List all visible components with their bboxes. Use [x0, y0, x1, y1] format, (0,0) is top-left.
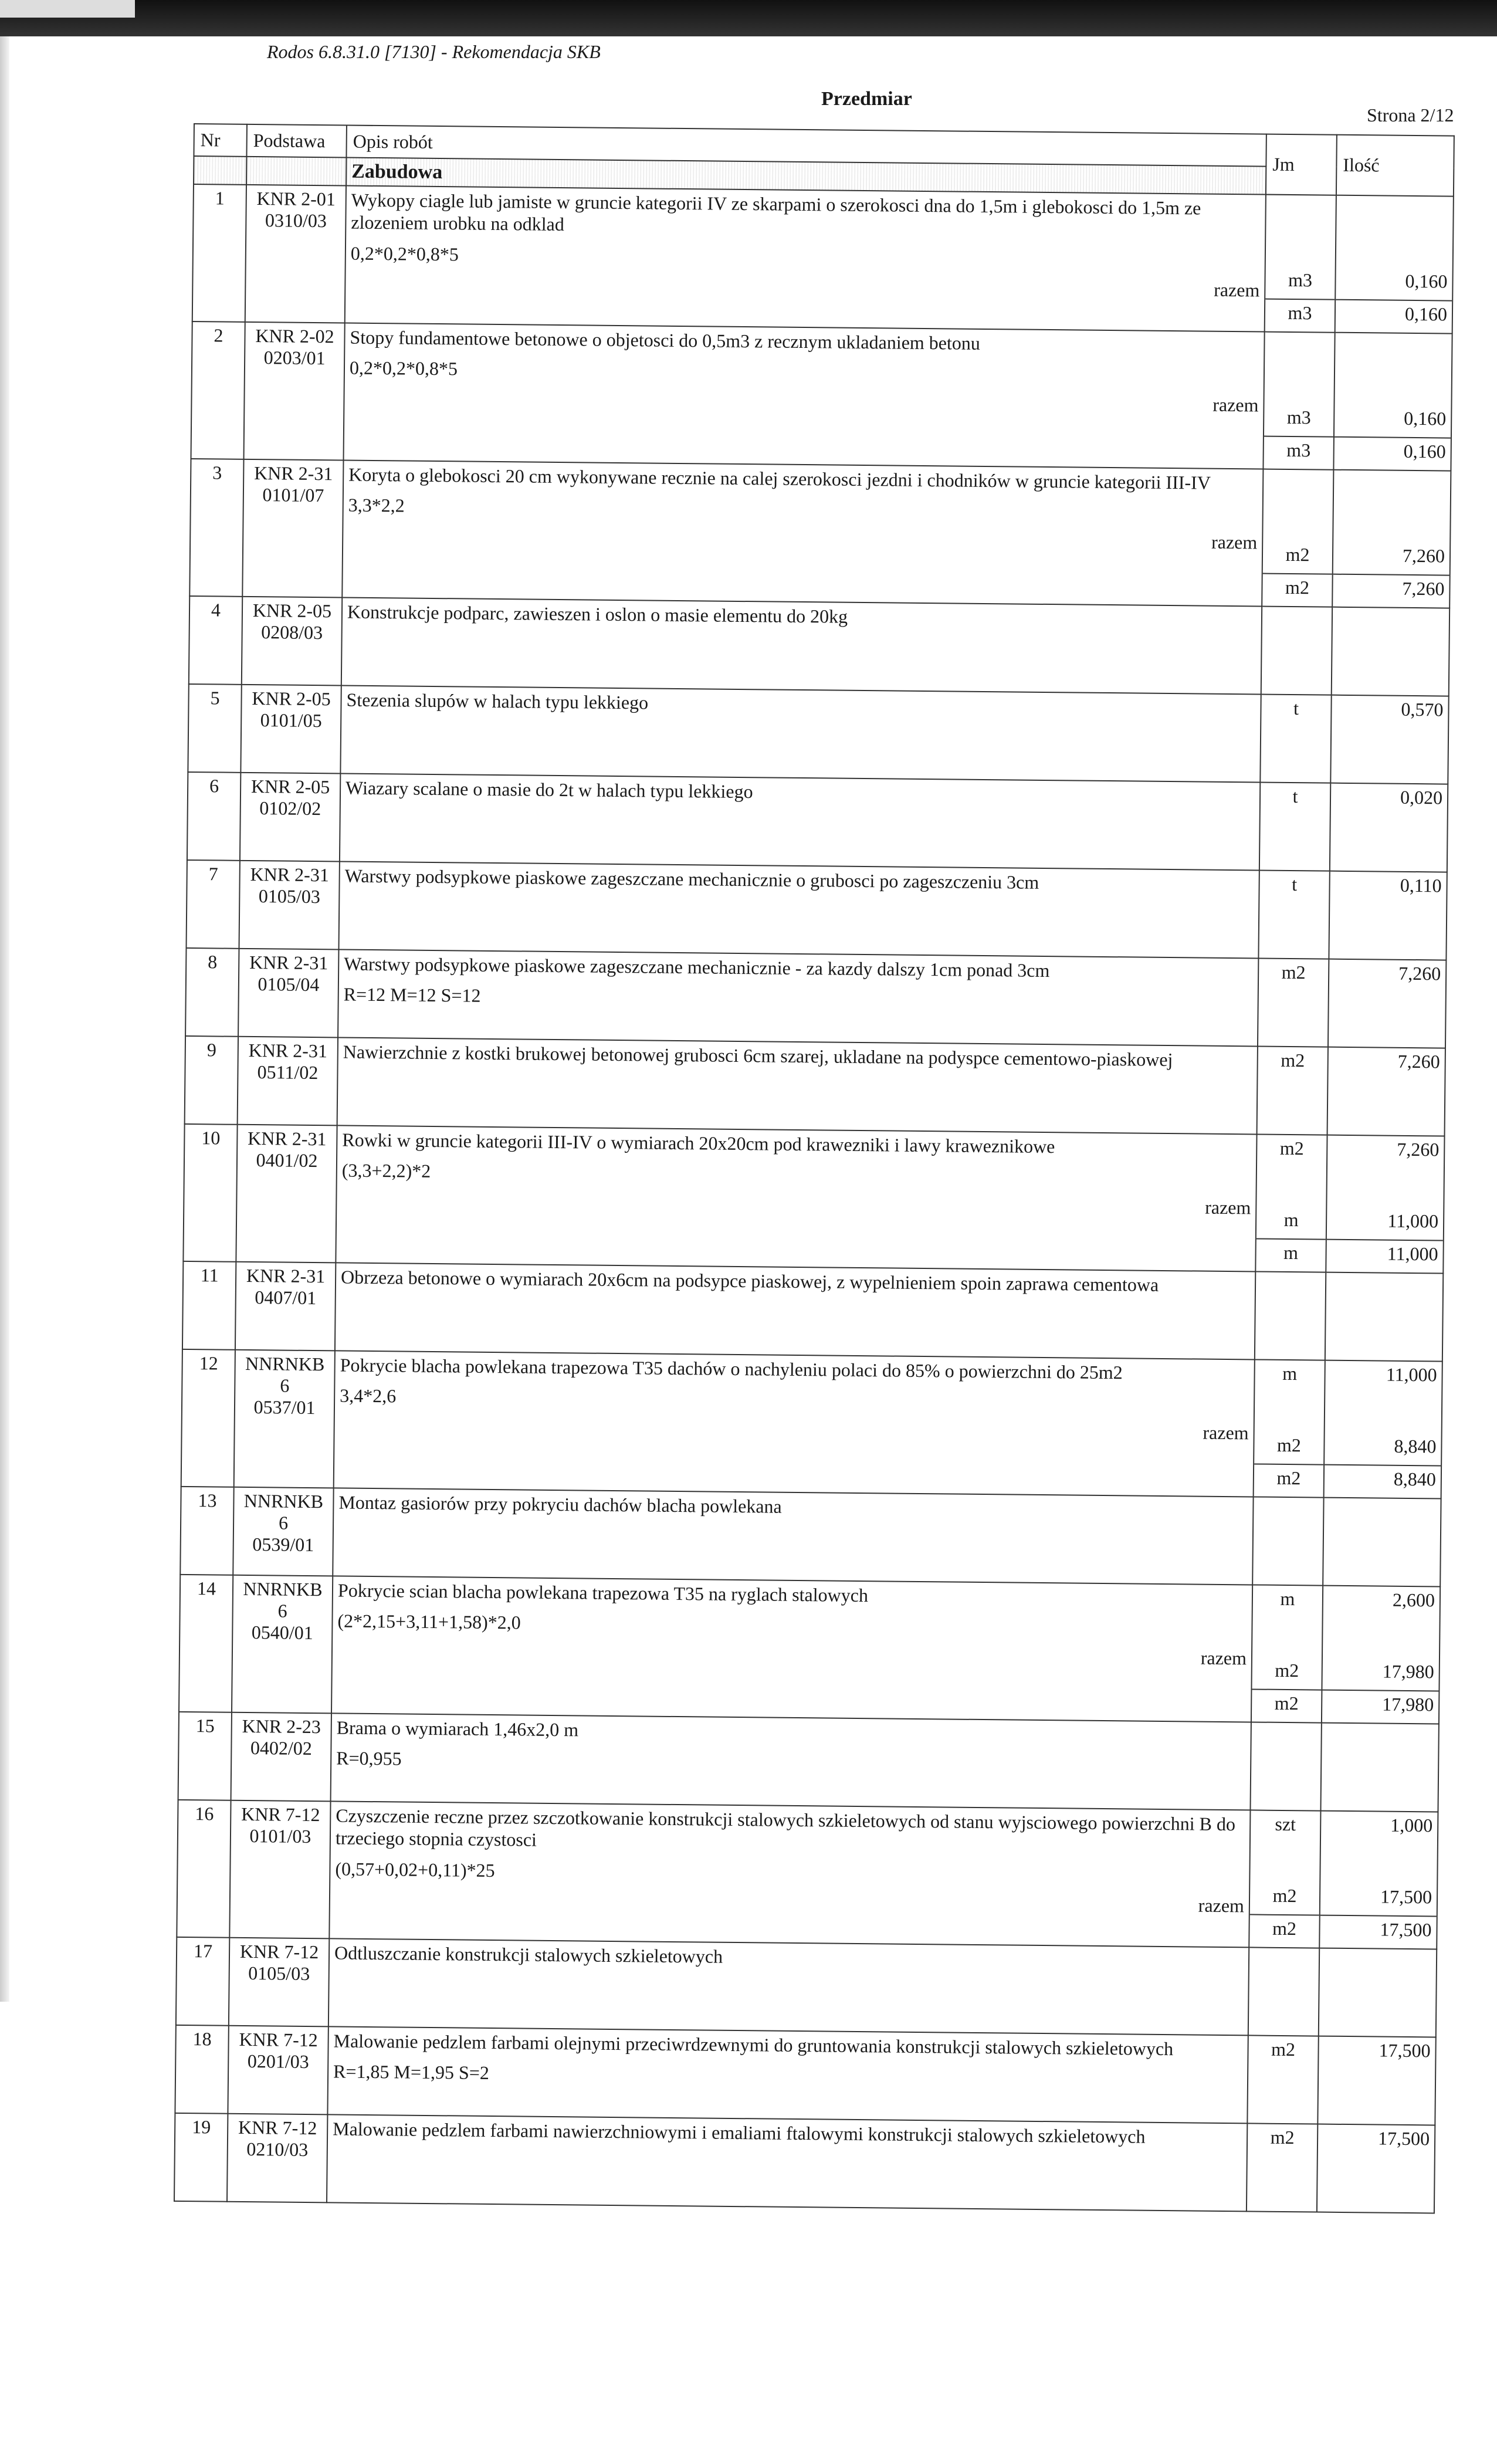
unit-top: m2 [1281, 1049, 1305, 1071]
basis-code: 0105/03 [248, 1962, 310, 1984]
item-unit [1265, 195, 1336, 333]
basis-code: 0511/02 [257, 1061, 319, 1083]
basis-code: KNR 2-02 [255, 325, 334, 347]
item-basis [229, 1800, 330, 1939]
item-basis [241, 685, 341, 774]
unit-razem: m3 [1264, 436, 1333, 469]
basis-code: KNR 7-12 [238, 2116, 317, 2139]
quantity-top: 17,500 [1377, 2127, 1430, 2150]
section-title: Zabudowa [346, 158, 1266, 195]
description-text: Rowki w gruncie kategorii III-IV o wymiarach 20x20cm pod krawezniki i lawy kraweznikowe [342, 1129, 1055, 1157]
quantity-formula: 3,3*2,2 [348, 494, 405, 516]
quantity-formula: 0,2*0,2*0,8*5 [350, 242, 459, 265]
spacer [1255, 1392, 1325, 1432]
item-number: 11 [182, 1261, 236, 1350]
spacer [1254, 1497, 1323, 1529]
spacer [1266, 195, 1336, 228]
scan-top-edge [0, 0, 1497, 36]
spacer [1256, 1272, 1326, 1304]
basis-code: KNR 2-05 [250, 775, 330, 798]
table-row [176, 1937, 1437, 2037]
item-number: 9 [185, 1036, 238, 1125]
description-text: Montaz gasiorów przy pokryciu dachów blacha powlekana [338, 1491, 782, 1517]
spacer [1327, 1167, 1444, 1209]
item-quantity [1318, 2036, 1435, 2125]
quantity-formula: (2*2,15+3,11+1,58)*2,0 [337, 1610, 521, 1633]
table-row [191, 321, 1452, 471]
scan-left-edge [0, 36, 9, 2002]
item-number: 12 [181, 1349, 235, 1487]
item-quantity [1325, 1272, 1443, 1362]
item-quantity [1324, 1360, 1442, 1499]
basis-code: 0407/01 [255, 1286, 317, 1308]
spacer [1336, 196, 1453, 229]
description-text: Warstwy podsypkowe piaskowe zageszczane mechanicznie o grubosci po zageszczeniu 3cm [344, 865, 1039, 893]
item-number: 3 [189, 459, 243, 597]
item-quantity [1320, 1723, 1438, 1812]
item-description [345, 186, 1266, 332]
table-row [187, 772, 1448, 872]
description-text: Stezenia slupów w halach typu lekkiego [346, 689, 649, 713]
spacer [1322, 1724, 1438, 1756]
item-description [338, 949, 1258, 1046]
item-quantity [1335, 195, 1454, 334]
quantity-top: 0,020 [1400, 786, 1443, 808]
table-row [185, 1036, 1445, 1136]
item-number: 4 [189, 596, 242, 685]
item-basis [229, 1938, 329, 2027]
item-unit [1251, 1585, 1323, 1722]
spacer [1263, 502, 1333, 542]
unit-top: t [1292, 786, 1298, 807]
unit-top: m [1280, 1588, 1295, 1610]
basis-code: 0101/07 [262, 483, 324, 506]
unit-bottom: m2 [1275, 1659, 1299, 1681]
quantity-bottom: 0,160 [1405, 270, 1448, 292]
description-text: Malowanie pedzlem farbami nawierzchniowymi i emaliami ftalowymi konstrukcji stalowych szkieletowych [333, 2118, 1146, 2147]
spacer [1335, 333, 1452, 366]
item-quantity [1332, 470, 1451, 608]
description-text: Wiazary scalane o masie do 2t w halach typu lekkiego [345, 777, 753, 803]
item-quantity [1327, 1047, 1445, 1136]
spacer [1323, 1618, 1440, 1659]
item-description [327, 2026, 1248, 2123]
table-row [180, 1487, 1441, 1587]
description-text: Koryta o glebokosci 20 cm wykonywane recznie na calej szerokosci jezdni i chodników w gruncie kategorii III-IV [348, 463, 1211, 493]
quantity-top: 1,000 [1390, 1814, 1433, 1836]
description-text: Malowanie pedzlem farbami olejnymi przeciwrdzewnymi do gruntowania konstrukcji stalowych szkieletowych [333, 2030, 1174, 2060]
quantity-bottom: 0,160 [1404, 407, 1447, 429]
item-quantity [1333, 333, 1452, 471]
unit-razem: m2 [1249, 1914, 1319, 1947]
item-number: 15 [178, 1712, 232, 1800]
item-quantity [1329, 871, 1447, 960]
program-header: Rodos 6.8.31.0 [7130] - Rekomendacja SKB [267, 41, 601, 62]
quantity-formula: (3,3+2,2)*2 [341, 1159, 431, 1182]
unit-bottom: m3 [1286, 406, 1311, 428]
item-basis [233, 1487, 333, 1576]
quantity-razem: 0,160 [1336, 299, 1452, 333]
basis-code: 0201/03 [247, 2050, 309, 2072]
quantity-razem: 8,840 [1325, 1464, 1441, 1498]
item-basis [235, 1262, 336, 1351]
item-basis [231, 1712, 331, 1802]
item-quantity [1326, 1135, 1444, 1274]
spacer [1250, 1842, 1320, 1883]
spacer [1324, 1498, 1441, 1531]
table-row [185, 948, 1446, 1048]
razem-label: razem [1200, 1647, 1247, 1669]
spacer [1333, 608, 1449, 641]
item-description [328, 1938, 1249, 2035]
item-unit [1258, 958, 1329, 1047]
table-row [189, 596, 1449, 696]
item-description [338, 861, 1259, 958]
unit-top: m2 [1281, 961, 1306, 983]
razem-label: razem [1198, 1894, 1245, 1917]
quantity-top: 7,260 [1397, 1138, 1440, 1160]
quantity-top: 7,260 [1397, 1050, 1440, 1072]
quantity-top: 17,500 [1379, 2039, 1431, 2062]
quantity-razem: 0,160 [1334, 436, 1451, 471]
spacer [1256, 1166, 1326, 1207]
item-unit [1260, 695, 1331, 783]
item-unit [1257, 1046, 1328, 1135]
table-row [175, 2025, 1435, 2125]
item-basis [227, 2114, 327, 2203]
item-number: 7 [187, 860, 240, 949]
basis-code: 0203/01 [263, 346, 326, 368]
item-basis [234, 1350, 335, 1488]
item-number: 1 [192, 184, 246, 322]
item-unit [1263, 332, 1335, 470]
razem-label: razem [1203, 1421, 1249, 1444]
description-text: Pokrycie blacha powlekana trapezowa T35 dachów o nachyleniu polaci do 85% o powierzchni do 25m2 [340, 1354, 1123, 1383]
unit-bottom: m [1283, 1209, 1299, 1231]
basis-code: KNR 2-23 [242, 1715, 321, 1738]
spacer [1262, 607, 1332, 639]
item-description [343, 323, 1264, 469]
unit-top: t [1293, 698, 1299, 719]
spacer [1336, 228, 1453, 269]
item-quantity [1332, 607, 1449, 696]
item-unit [1258, 870, 1329, 959]
table-row [179, 1575, 1440, 1724]
description-text: Pokrycie scian blacha powlekana trapezowa T35 na ryglach stalowych [337, 1579, 869, 1606]
item-description [333, 1488, 1253, 1585]
basis-code: KNR 2-05 [252, 600, 332, 622]
quantity-formula: 0,2*0,2*0,8*5 [349, 357, 458, 380]
item-basis [238, 949, 338, 1038]
description-text: Stopy fundamentowe betonowe o objetosci do 0,5m3 z recznym ukladaniem betonu [350, 326, 981, 354]
quantity-formula: R=1,85 M=1,95 S=2 [333, 2060, 490, 2084]
item-number: 16 [177, 1800, 231, 1938]
basis-code: NNRNKB 6 [245, 1352, 325, 1396]
item-unit [1247, 2123, 1318, 2212]
item-description [340, 685, 1261, 782]
page-number: Strona 2/12 [1367, 104, 1454, 126]
quantity-formula: (0,57+0,02+0,11)*25 [335, 1858, 495, 1881]
item-description [327, 2114, 1247, 2211]
table-row [182, 1261, 1443, 1362]
spacer [1264, 364, 1334, 405]
unit-top: m2 [1271, 2038, 1296, 2060]
item-number: 14 [179, 1575, 233, 1712]
basis-code: 0537/01 [253, 1396, 316, 1418]
item-description [335, 1263, 1255, 1359]
item-quantity [1319, 1948, 1437, 2037]
item-basis [240, 773, 340, 862]
item-description [342, 460, 1263, 606]
spacer [1334, 471, 1451, 503]
unit-razem: m3 [1265, 299, 1335, 332]
unit-top: szt [1275, 1813, 1296, 1835]
item-number: 17 [176, 1937, 229, 2026]
description-text: Konstrukcje podparc, zawieszen i oslon o masie elementu do 20kg [347, 601, 848, 627]
table-row [187, 860, 1447, 960]
item-quantity [1330, 783, 1448, 872]
col-header-ilosc: Ilość [1336, 135, 1454, 197]
item-quantity [1330, 695, 1448, 784]
basis-code: KNR 2-31 [250, 863, 329, 886]
unit-bottom: m2 [1272, 1884, 1297, 1907]
basis-code: 0101/03 [249, 1825, 311, 1847]
quantity-top: 0,110 [1400, 874, 1442, 896]
basis-code: 0402/02 [250, 1737, 313, 1759]
item-unit [1247, 2035, 1318, 2124]
quantity-bottom: 7,260 [1402, 544, 1445, 567]
item-basis [238, 1037, 338, 1126]
spacer [1252, 1617, 1322, 1657]
col-header-opis: Opis robót [346, 126, 1266, 167]
razem-label: razem [1211, 531, 1258, 553]
item-number: 6 [187, 772, 241, 861]
quantity-formula: R=0,955 [336, 1747, 402, 1769]
basis-code: 0401/02 [256, 1149, 318, 1171]
item-number: 19 [174, 2113, 228, 2202]
table-body [174, 184, 1454, 2213]
unit-top: t [1292, 874, 1298, 895]
item-unit [1262, 469, 1333, 607]
basis-code: 0105/03 [258, 885, 320, 907]
spacer [1320, 1949, 1437, 1982]
unit-razem: m2 [1254, 1463, 1324, 1497]
item-basis [242, 459, 343, 598]
item-number: 10 [183, 1124, 237, 1262]
quantity-top: 2,600 [1392, 1589, 1435, 1611]
item-description [329, 1801, 1250, 1947]
basis-code: 0539/01 [252, 1533, 314, 1555]
quantity-formula: R=12 M=12 S=12 [343, 983, 481, 1007]
item-unit [1249, 1810, 1320, 1948]
description-text: Wykopy ciagle lub jamiste w gruncie kategorii IV ze skarpami o szerokosci dna do 1,5m i glebokosci do 1,5m ze zlozeniem urobku na odklad [351, 189, 1201, 235]
unit-bottom: m2 [1276, 1434, 1302, 1456]
unit-razem: m2 [1252, 1688, 1322, 1722]
item-quantity [1317, 2124, 1435, 2213]
item-unit [1255, 1134, 1327, 1272]
description-text: Brama o wymiarach 1,46x2,0 m [336, 1717, 579, 1741]
item-quantity [1322, 1586, 1440, 1724]
razem-label: razem [1214, 279, 1260, 301]
item-basis [228, 2026, 328, 2115]
item-basis [244, 322, 345, 461]
item-description [340, 773, 1260, 870]
bill-of-quantities [174, 123, 1455, 2213]
spacer [1265, 333, 1335, 365]
item-description [337, 1037, 1258, 1134]
item-basis [239, 861, 339, 950]
basis-code: 0310/03 [265, 209, 327, 231]
item-quantity [1323, 1498, 1441, 1587]
document-title: Przedmiar [821, 88, 912, 110]
quantity-razem: 7,260 [1333, 574, 1449, 608]
quantity-bottom: 11,000 [1387, 1210, 1439, 1232]
unit-bottom: m3 [1288, 269, 1313, 291]
description-text: Odtluszczanie konstrukcji stalowych szkieletowych [334, 1942, 723, 1967]
table-row [189, 459, 1451, 608]
table-row [188, 684, 1448, 784]
table-row [183, 1124, 1444, 1274]
basis-code: NNRNKB 6 [243, 1490, 324, 1534]
item-basis [242, 597, 342, 686]
item-number: 18 [175, 2025, 228, 2114]
item-description [331, 1713, 1251, 1810]
item-number: 2 [191, 321, 245, 459]
unit-top: m2 [1270, 2126, 1295, 2148]
item-quantity [1328, 959, 1446, 1048]
basis-code: 0210/03 [246, 2138, 309, 2160]
razem-label: razem [1205, 1196, 1251, 1219]
basis-code: KNR 2-31 [249, 951, 328, 974]
basis-code: NNRNKB 6 [243, 1578, 323, 1622]
quantity-razem: 17,500 [1320, 1915, 1437, 1949]
basis-code: 0208/03 [261, 621, 323, 643]
unit-razem: m2 [1262, 573, 1332, 607]
quantity-razem: 11,000 [1326, 1239, 1443, 1273]
table-row [174, 2113, 1435, 2213]
basis-code: KNR 7-12 [239, 2028, 318, 2051]
spacer [1335, 365, 1451, 406]
basis-code: KNR 7-12 [241, 1803, 320, 1826]
col-header-jm: Jm [1266, 134, 1337, 195]
spacer [1325, 1393, 1442, 1434]
quantity-bottom: 8,840 [1394, 1435, 1437, 1457]
basis-code: KNR 2-31 [248, 1127, 327, 1150]
unit-razem: m [1256, 1238, 1326, 1271]
item-basis [245, 185, 346, 323]
quantity-top: 11,000 [1386, 1363, 1437, 1386]
quantity-bottom: 17,500 [1380, 1886, 1432, 1908]
basis-code: KNR 2-31 [254, 462, 333, 485]
table-row [181, 1349, 1442, 1499]
basis-code: 0101/05 [260, 709, 322, 731]
description-text: Obrzeza betonowe o wymiarach 20x6cm na podsypce piaskowej, z wypelnieniem spoin zaprawa cementowa [340, 1266, 1159, 1295]
spacer [1249, 1948, 1319, 1980]
basis-code: 0102/02 [259, 797, 321, 819]
item-unit [1254, 1359, 1325, 1497]
item-unit [1255, 1271, 1326, 1360]
item-number: 13 [180, 1487, 233, 1575]
quantity-top: 0,570 [1401, 698, 1444, 720]
item-number: 8 [185, 948, 239, 1037]
basis-code: KNR 2-01 [256, 188, 336, 210]
col-header-nr: Nr [194, 124, 247, 157]
item-unit [1252, 1497, 1323, 1585]
spacer [1264, 470, 1333, 502]
item-description [341, 597, 1262, 694]
spacer [1251, 1722, 1321, 1755]
item-quantity [1319, 1811, 1438, 1949]
table-row [177, 1800, 1438, 1949]
item-basis [232, 1575, 333, 1714]
item-basis [236, 1125, 337, 1263]
razem-label: razem [1212, 394, 1259, 416]
item-number: 5 [188, 684, 241, 773]
item-description [336, 1125, 1256, 1271]
przedmiar-table [174, 123, 1455, 2213]
basis-code: KNR 2-31 [248, 1039, 328, 1062]
quantity-razem: 17,980 [1322, 1690, 1439, 1724]
spacer [1326, 1273, 1443, 1306]
table-row [192, 184, 1454, 334]
item-unit [1261, 607, 1332, 695]
spacer [1320, 1843, 1437, 1884]
unit-top: m [1282, 1362, 1298, 1385]
description-text: Warstwy podsypkowe piaskowe zageszczane mechanicznie - za kazdy dalszy 1cm ponad 3cm [344, 953, 1050, 981]
basis-code: 0540/01 [251, 1621, 313, 1643]
description-text: Czyszczenie reczne przez szczotkowanie konstrukcji stalowych szkieletowych od stanu wyjsciowego powierzchni B do trzeciego stopnia czystosci [335, 1805, 1236, 1851]
basis-code: KNR 7-12 [239, 1940, 319, 1963]
quantity-top: 7,260 [1398, 962, 1441, 984]
unit-bottom: m2 [1285, 543, 1310, 566]
basis-code: KNR 2-05 [252, 688, 331, 710]
item-unit [1248, 1947, 1319, 2036]
quantity-formula: 3,4*2,6 [340, 1385, 397, 1407]
basis-code: KNR 2-31 [246, 1264, 326, 1287]
quantity-bottom: 17,980 [1382, 1660, 1434, 1683]
basis-code: 0105/04 [258, 973, 320, 995]
item-unit [1259, 783, 1330, 871]
spacer [1333, 502, 1450, 543]
table-row [178, 1712, 1439, 1812]
item-description [331, 1576, 1252, 1722]
col-header-podstawa: Podstawa [246, 124, 347, 158]
description-text: Nawierzchnie z kostki brukowej betonowej grubosci 6cm szarej, ukladane na podyspce cementowo-piaskowej [343, 1041, 1173, 1071]
item-description [334, 1351, 1255, 1497]
unit-top: m2 [1279, 1137, 1304, 1159]
item-unit [1250, 1722, 1321, 1810]
spacer [1266, 227, 1336, 268]
